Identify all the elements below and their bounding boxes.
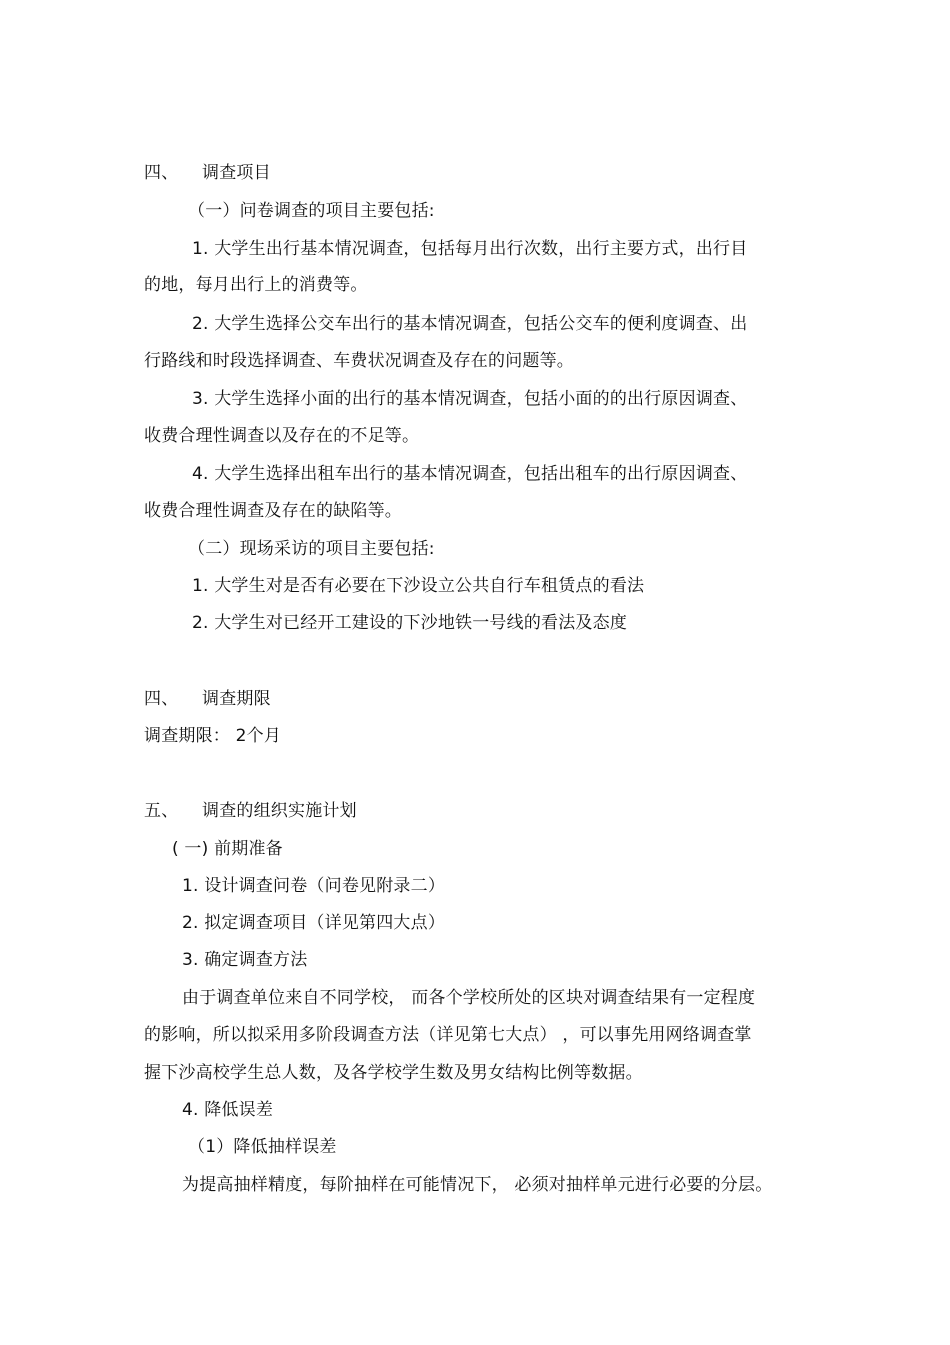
section-heading-implementation-plan	[144, 800, 357, 822]
subheading-preparation: ( 一) 前期准备	[172, 839, 283, 859]
paragraph-line: 3. 大学生选择小面的出行的基本情况调查，包括小面的的出行原因调查、	[192, 389, 748, 409]
list-item: 4. 降低误差	[182, 1100, 274, 1120]
paragraph-line: 收费合理性调查及存在的缺陷等。	[144, 501, 402, 521]
paragraph-line: 收费合理性调查以及存在的不足等。	[144, 426, 420, 446]
paragraph-line: 行路线和时段选择调查、车费状况调查及存在的问题等。	[144, 351, 574, 371]
list-item: 3. 确定调查方法	[182, 950, 308, 970]
section-title: 调查期限	[202, 689, 271, 709]
section-number: 四、	[144, 163, 179, 183]
paragraph-line: 由于调查单位来自不同学校， 而各个学校所处的区块对调查结果有一定程度	[182, 988, 756, 1008]
section-heading-survey-period	[144, 688, 271, 710]
list-item: 2. 拟定调查项目（详见第四大点）	[182, 913, 446, 933]
list-item: 1. 设计调查问卷（问卷见附录二）	[182, 876, 446, 896]
list-item: 2. 大学生对已经开工建设的下沙地铁一号线的看法及态度	[192, 613, 628, 633]
paragraph-line: 2. 大学生选择公交车出行的基本情况调查，包括公交车的便利度调查、出	[192, 314, 748, 334]
subheading-questionnaire: （一）问卷调查的项目主要包括:	[188, 201, 435, 221]
paragraph-line: 握下沙高校学生总人数，及各学校学生数及男女结构比例等数据。	[144, 1063, 643, 1083]
paragraph-line: 4. 大学生选择出租车出行的基本情况调查，包括出租车的出行原因调查、	[192, 464, 748, 484]
paragraph-line: 1. 大学生出行基本情况调查，包括每月出行次数，出行主要方式，出行目	[192, 239, 748, 259]
section-title: 调查的组织实施计划	[202, 801, 357, 821]
subheading-interview: （二）现场采访的项目主要包括:	[188, 539, 435, 559]
section-number: 五、	[144, 801, 179, 821]
paragraph-line: 的地，每月出行上的消费等。	[144, 275, 368, 295]
section-heading-survey-items	[144, 162, 271, 184]
paragraph-line: 为提高抽样精度，每阶抽样在可能情况下， 必须对抽样单元进行必要的分层。	[182, 1175, 773, 1195]
paragraph-line: 的影响，所以拟采用多阶段调查方法（详见第七大点） ，可以事先用网络调查掌	[144, 1025, 752, 1045]
list-item: （1）降低抽样误差	[188, 1137, 337, 1157]
section-number: 四、	[144, 689, 179, 709]
section-title: 调查项目	[202, 163, 271, 183]
survey-period-line: 调查期限： 2个月	[144, 726, 282, 746]
list-item: 1. 大学生对是否有必要在下沙设立公共自行车租赁点的看法	[192, 576, 645, 596]
